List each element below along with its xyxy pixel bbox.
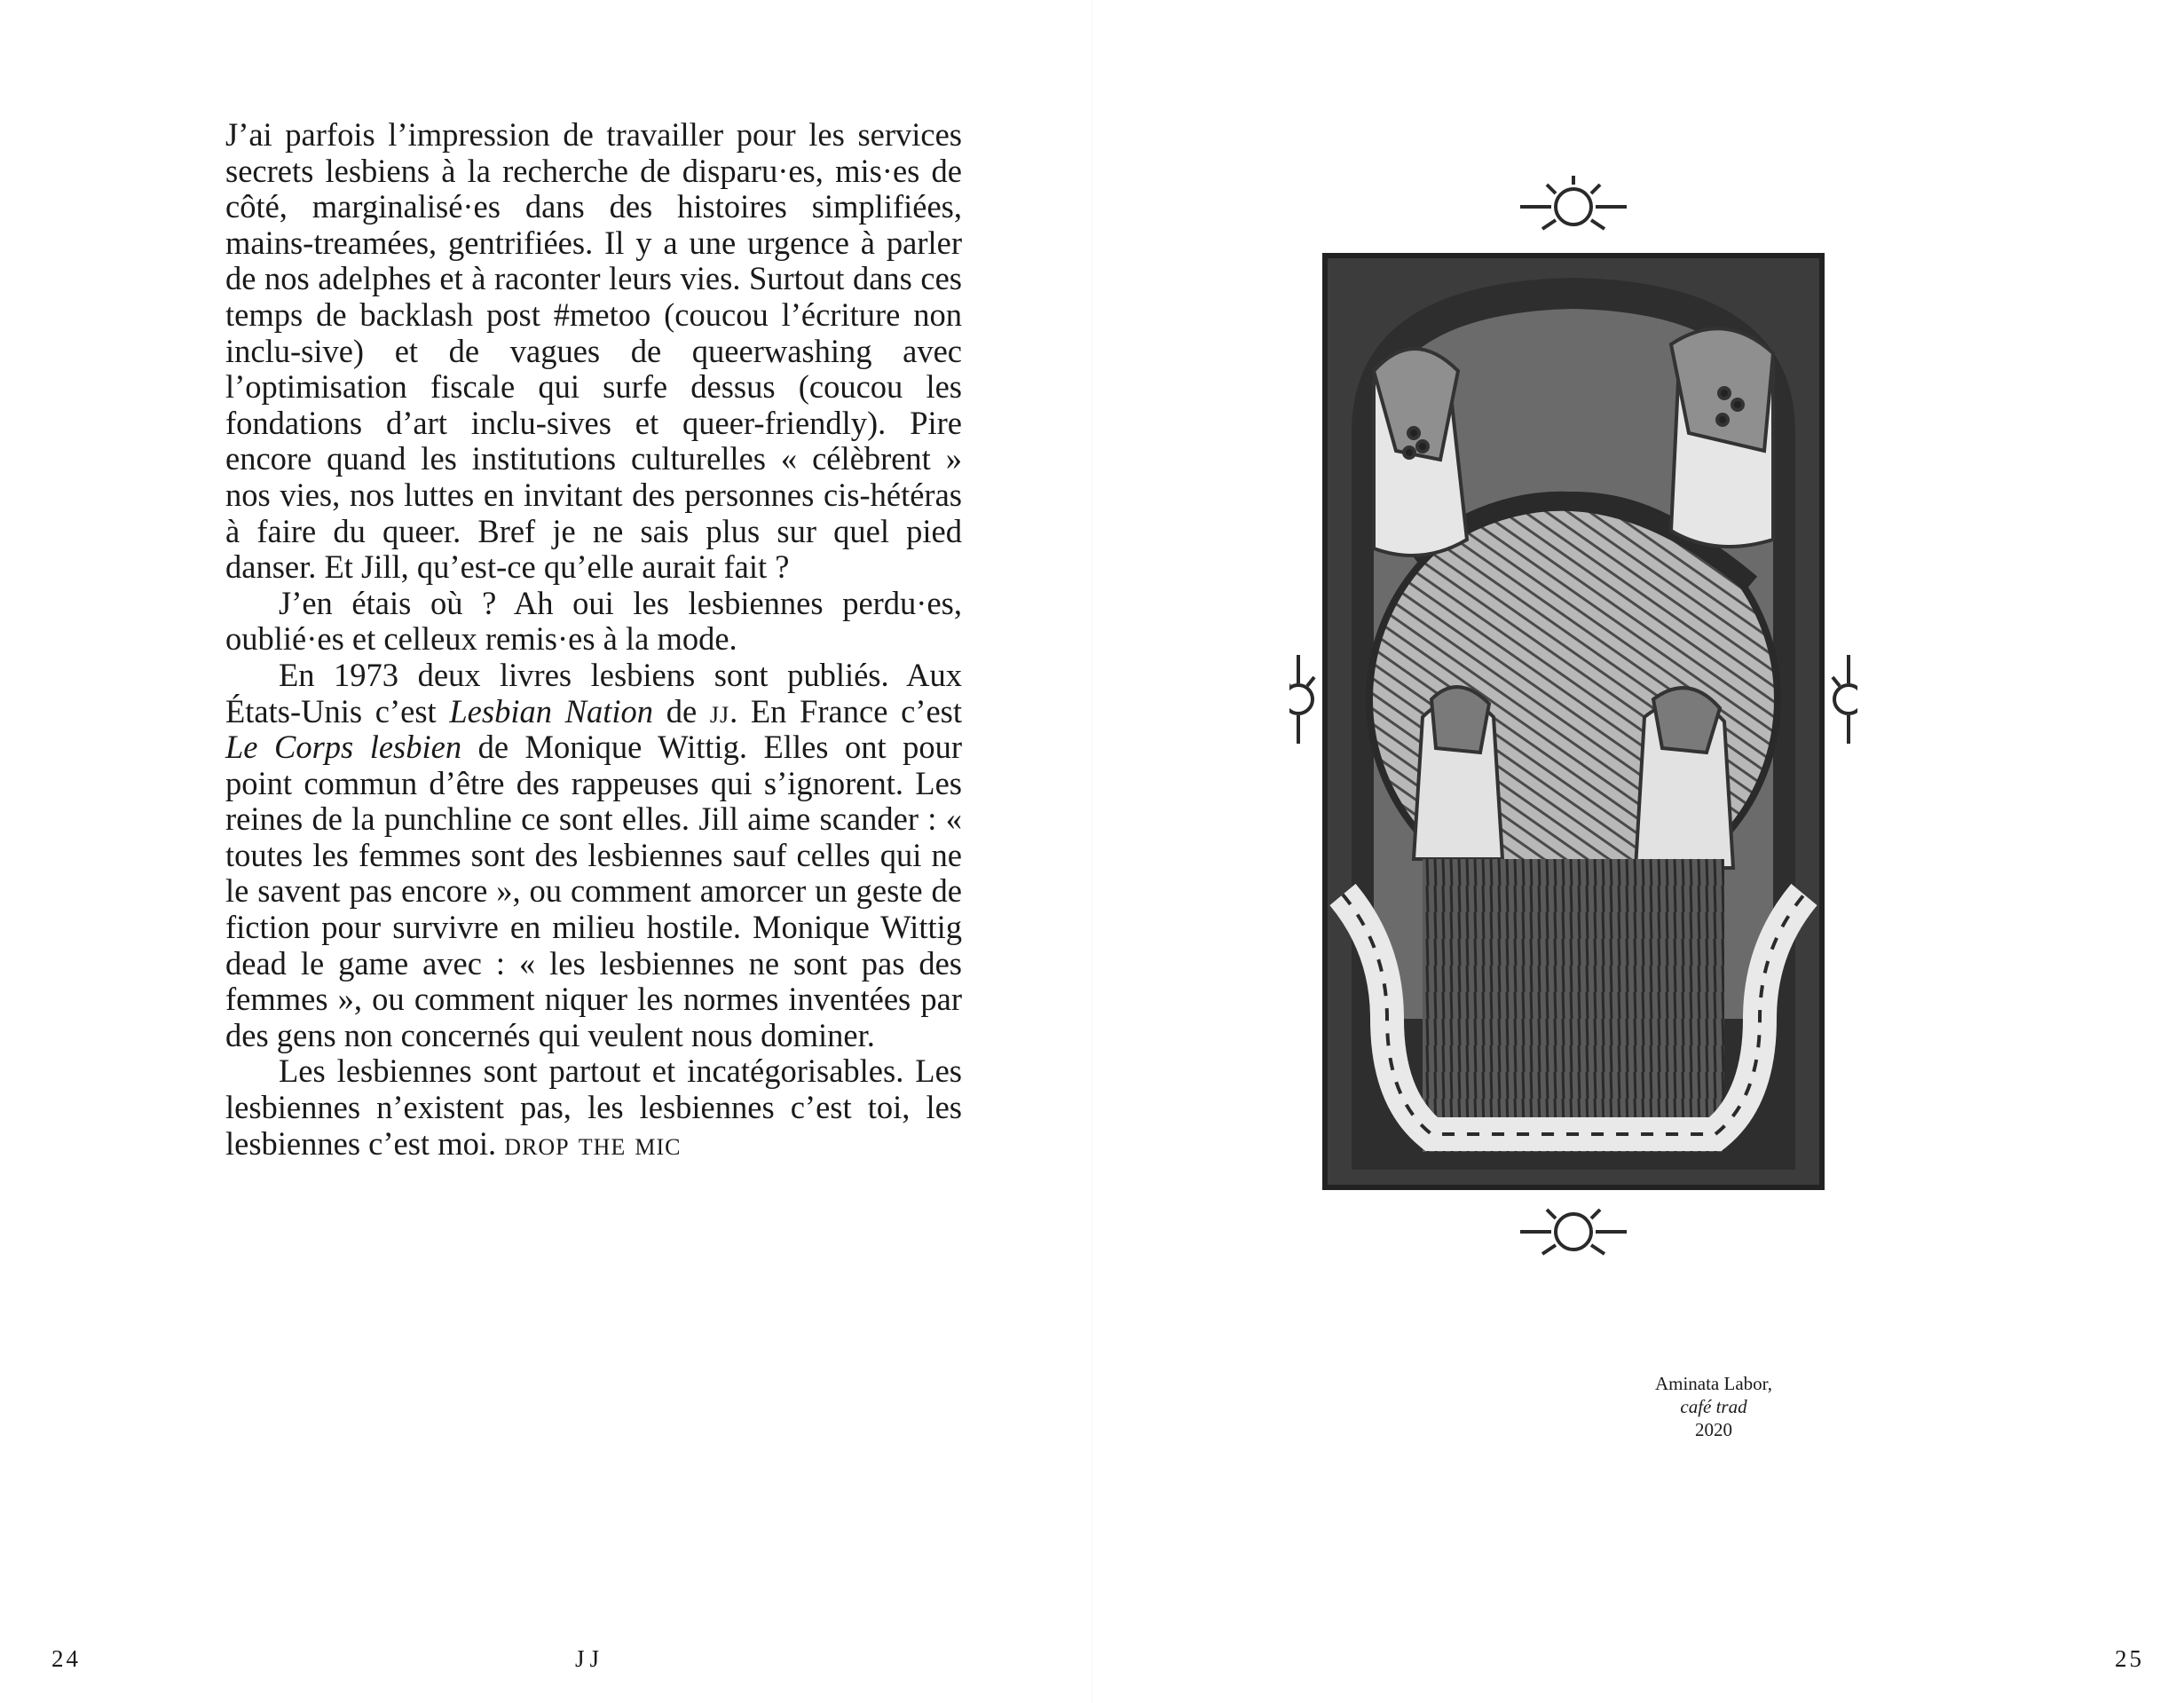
paragraph-1: J’ai parfois l’impression de travailler pour les services secrets lesbiens à la recherche de disparu·es, mis·es de côté, marginalisé·es dans des histoires simplifiées, mains-treamées, gentrifiées. Il y a une urgence à parler de nos adelphes et à raconter leurs vies. Surtout dans ces temps de backlash post #metoo (coucou l’écriture non inclu-sive) et de vagues de queerwashing avec l’optimisation fiscale qui surfe dessus (coucou les fondations d’art inclu-sives et queer-friendly). Pire encore quand les institutions culturelles « célèbrent » nos vies, nos luttes en invitant des personnes cis-hétéras à faire du queer. Bref je ne sais plus sur quel pied danser. Et Jill, qu’est-ce qu’elle aurait fait ? [225, 116, 962, 586]
book-title-le-corps-lesbien: Le Corps lesbien [225, 729, 462, 766]
sun-doodle-left [1289, 655, 1314, 744]
figure-right [1671, 328, 1773, 547]
figure-left [1374, 349, 1467, 556]
paragraph-4-text: Les lesbiennes sont partout et incatégorisables. Les lesbiennes n’existent pas, les lesbiennes c’est toi, les lesbiennes c’est moi. [225, 1053, 962, 1162]
paragraph-4 [225, 1053, 962, 1162]
figure-bottom-left [1414, 687, 1502, 859]
caption-artist: Aminata Labor, [1654, 1373, 1773, 1394]
paragraph-3-text-b: de [653, 692, 710, 729]
sun-doodle-top [1520, 176, 1627, 229]
folio-left: 24 [51, 1645, 81, 1672]
illustration-cafe-trad [1289, 167, 1857, 1269]
caption-year: 2020 [1695, 1419, 1732, 1440]
body-text [225, 117, 962, 1162]
paragraph-3-text-a: En 1973 deux livres lesbiens sont publiés. Aux États-Unis c’est [225, 656, 962, 729]
book-title-lesbian-nation: Lesbian Nation [449, 692, 654, 729]
running-head: JJ [575, 1645, 605, 1672]
paragraph-2: J’en étais où ? Ah oui les lesbiennes perdu·es, oublié·es et celleux remis·es à la mode. [225, 584, 962, 658]
paragraph-3-text-d: de Monique Wittig. Elles ont pour point commun d’être des rappeuses qui s’ignorent. Les reines de la punchline ce sont elles. Jill aime scander : « toutes les femmes sont des lesbiennes sauf celles qui ne le savent pas encore », ou comment amorcer un geste de fiction pour survivre en milieu hostile. Monique Wittig dead le game avec : « les lesbiennes ne sont pas des femmes », ou comment niquer les normes inventées par des gens non concernés qui veulent nous dominer. [225, 729, 962, 1053]
figure-bottom-right [1636, 688, 1733, 868]
sun-doodle-right [1833, 655, 1857, 744]
right-page [1092, 0, 2184, 1703]
caption-title: café trad [1680, 1396, 1747, 1417]
drop-the-mic: drop the mic [504, 1124, 682, 1162]
sun-doodle-bottom [1520, 1210, 1627, 1254]
illustration-caption [1536, 1372, 1891, 1441]
folio-right: 25 [2115, 1645, 2144, 1672]
paragraph-3-text-c: . En France c’est [729, 692, 962, 729]
author-initials: jj [709, 692, 730, 729]
paragraph-3 [225, 658, 962, 1054]
